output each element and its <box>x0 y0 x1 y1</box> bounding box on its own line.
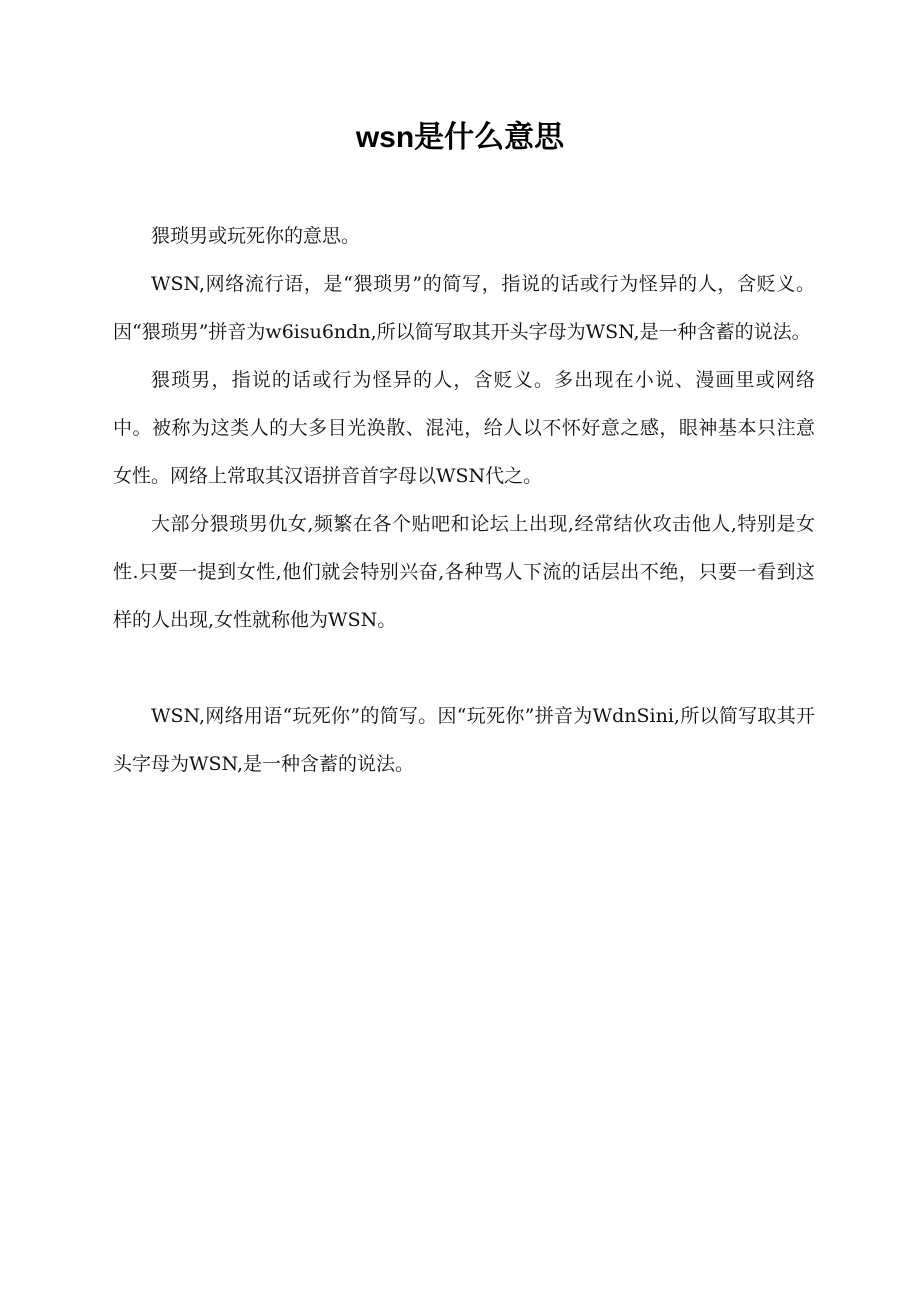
document-body <box>113 212 815 788</box>
paragraph-2: WSN,网络流行语，是“猥琐男”的简写，指说的话或行为怪异的人，含贬义。因“猥琐男”拼音为w6isu6ndn,所以简写取其开头字母为WSN,是一种含蓄的说法。 <box>113 273 815 343</box>
page-title: wsn是什么意思 <box>355 121 565 154</box>
paragraph-4: 大部分猥琐男仇女,频繁在各个贴吧和论坛上出现,经常结伙攻击他人,特别是女性.只要一提到女性,他们就会特别兴奋,各种骂人下流的话层出不绝，只要一看到这样的人出现,女性就称他为WSN。 <box>113 513 815 631</box>
paragraph-5: WSN,网络用语“玩死你”的简写。因“玩死你”拼音为WdnSini,所以简写取其开头字母为WSN,是一种含蓄的说法。 <box>113 705 815 775</box>
paragraph-spacer <box>113 644 815 692</box>
paragraph-1: 猥琐男或玩死你的意思。 <box>151 225 361 247</box>
paragraph-3: 猥琐男，指说的话或行为怪异的人，含贬义。多出现在小说、漫画里或网络中。被称为这类人的大多目光涣散、混沌，给人以不怀好意之感，眼神基本只注意女性。网络上常取其汉语拼音首字母以WSN代之。 <box>113 369 815 487</box>
